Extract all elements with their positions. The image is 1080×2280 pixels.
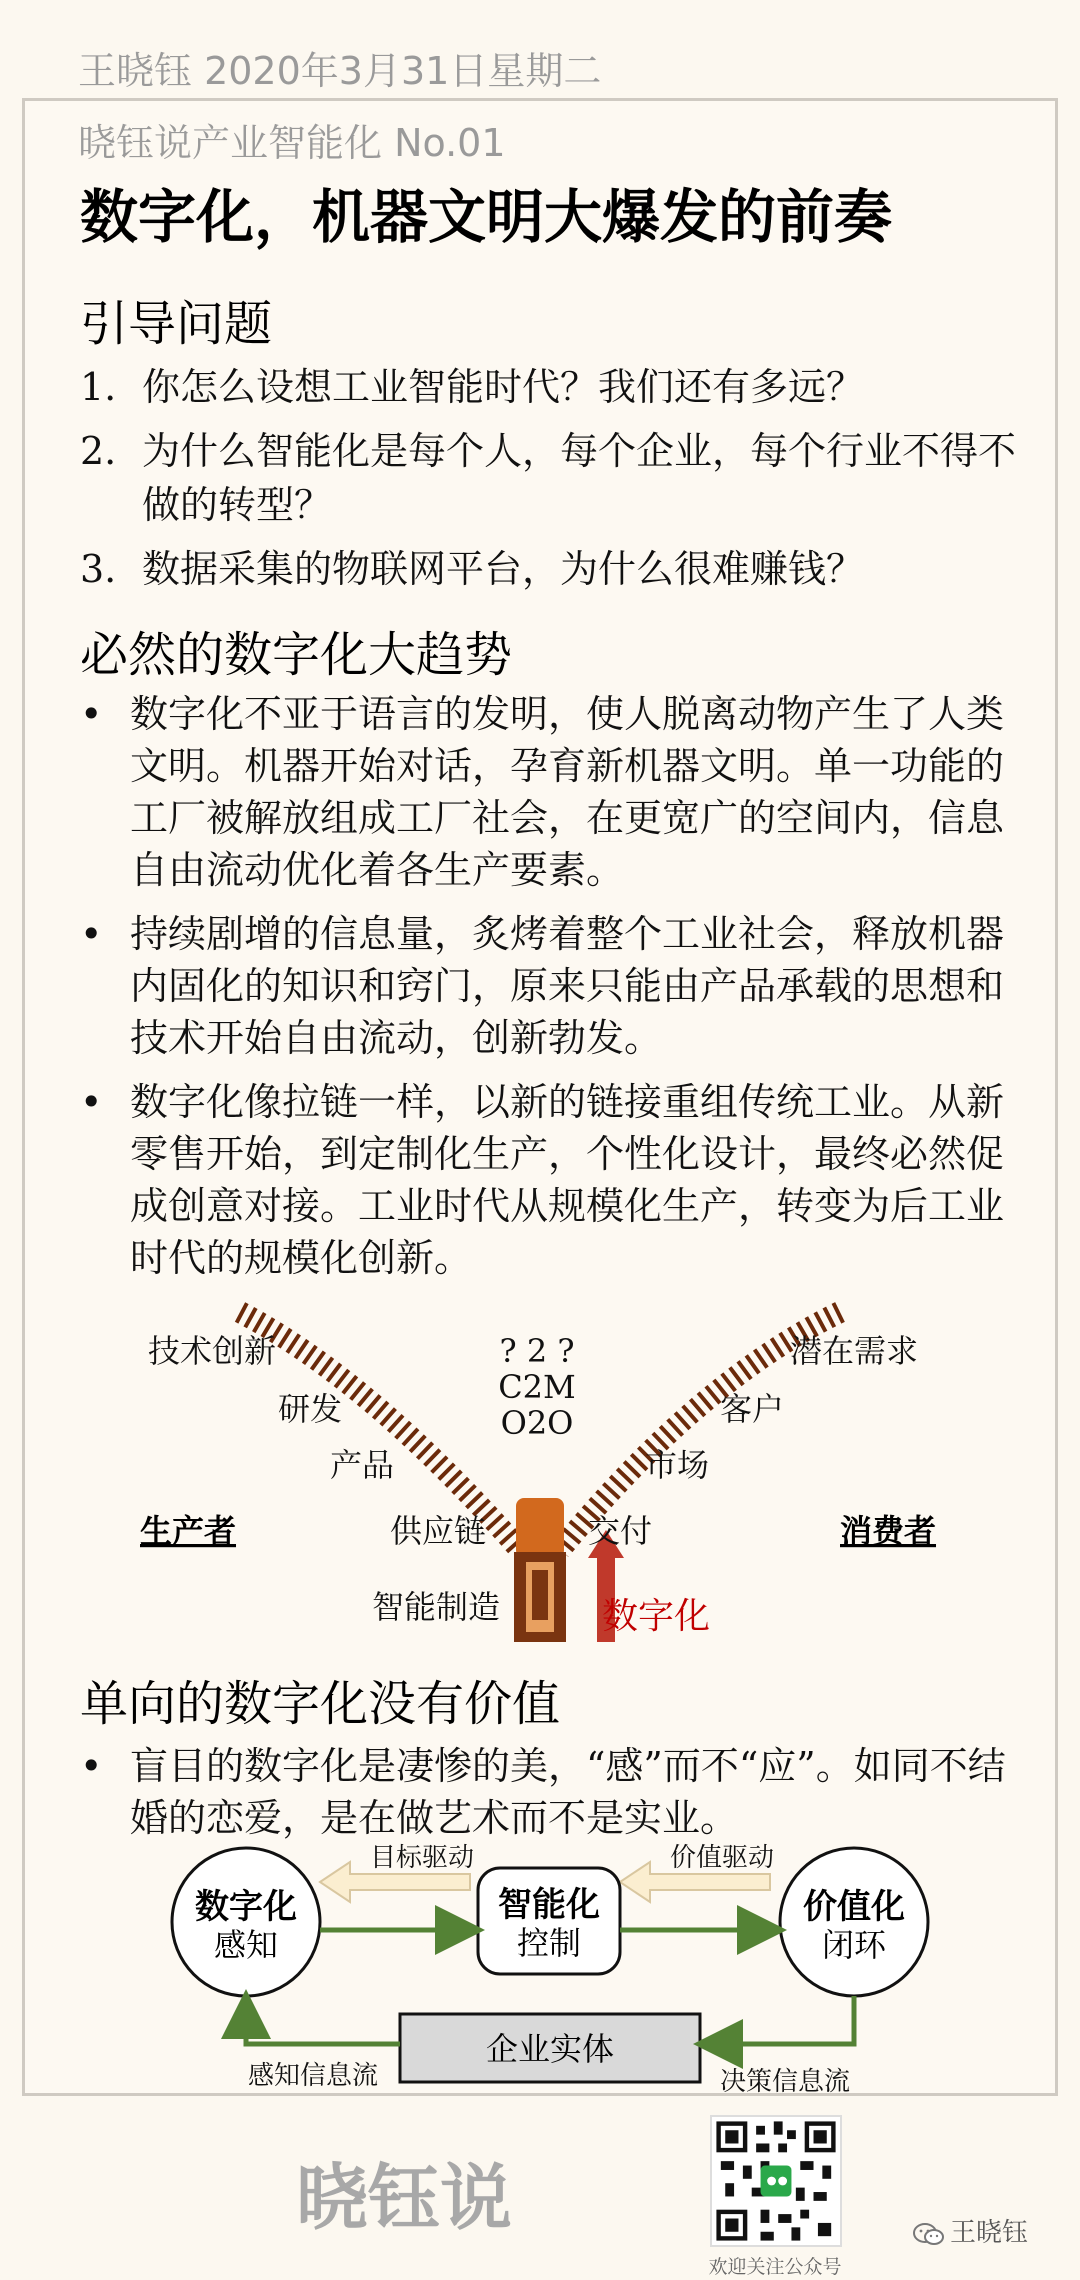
- zipper-center-label: C2M: [498, 1368, 576, 1406]
- zipper-left-label: 产品: [330, 1446, 395, 1484]
- decision-flow-arrow: [708, 1996, 854, 2044]
- list-number: 2.: [80, 429, 117, 473]
- value-node-title: 价值化: [803, 1887, 905, 1927]
- zipper-center-label: O2O: [500, 1404, 574, 1442]
- zipper-right-label: 潜在需求: [790, 1332, 919, 1370]
- trend-bullets: [80, 688, 1040, 1296]
- perception-flow-arrow: [246, 2004, 400, 2044]
- header-date: 王晓钰 2020年3月31日星期二: [78, 49, 602, 93]
- bullet-text: 盲目的数字化是凄惨的美，“感”而不“应”。如同不结婚的恋爱，是在做艺术而不是实业。: [130, 1744, 1006, 1840]
- bullet-text: 数字化不亚于语言的发明，使人脱离动物产生了人类文明。机器开始对话，孕育新机器文明。单一功能的工厂被解放组成工厂社会，在更宽广的空间内，信息自由流动优化着各生产要素。: [130, 692, 1005, 892]
- bullet-item: [80, 1740, 1040, 1844]
- zipper-right-label: 交付: [588, 1512, 653, 1550]
- list-text: 你怎么设想工业智能时代？我们还有多远？: [142, 365, 865, 409]
- zipper-right-label: 客户: [720, 1390, 785, 1428]
- questions-list: [80, 360, 1030, 606]
- perception-flow-label: 感知信息流: [248, 2061, 379, 2091]
- bullet-icon: •: [80, 1744, 103, 1788]
- digitalization-label: 数字化: [602, 1596, 711, 1637]
- bullet-icon: •: [80, 692, 103, 736]
- wechat-icon: [912, 2222, 946, 2246]
- value-node-sub: 闭环: [821, 1926, 887, 1964]
- series-label: 晓钰说产业智能化 No.01: [78, 121, 506, 165]
- qr-caption: 欢迎关注公众号: [708, 2256, 842, 2278]
- page-title: 数字化，机器文明大爆发的前奏: [80, 183, 893, 251]
- list-item: [80, 360, 1030, 414]
- list-item: [80, 542, 1030, 596]
- list-number: 1.: [80, 365, 117, 409]
- goal-drive-label: 目标驱动: [370, 1843, 475, 1873]
- enterprise-entity-label: 企业实体: [485, 2030, 615, 2068]
- bullet-text: 持续剧增的信息量，炙烤着整个工业社会，释放机器内固化的知识和窍门，原来只能由产品承载的思想和技术开始自由流动，创新勃发。: [130, 912, 1005, 1060]
- qr-code: [710, 2115, 842, 2247]
- list-item: [80, 424, 1030, 532]
- producer-label: 生产者: [140, 1512, 237, 1550]
- bullet-item: [80, 908, 1040, 1064]
- bullet-icon: •: [80, 912, 103, 956]
- list-number: 3.: [80, 547, 117, 591]
- zipper-left-label: 供应链: [390, 1512, 487, 1550]
- digitalization-node-sub: 感知: [213, 1926, 279, 1964]
- bullet-icon: •: [80, 1080, 103, 1124]
- brand-logo: 晓钰说: [296, 2156, 513, 2240]
- intelligence-node-sub: 控制: [516, 1924, 582, 1962]
- bullet-item: [80, 688, 1040, 896]
- value-heading: 单向的数字化没有价值: [80, 1676, 561, 1732]
- intelligence-node-title: 智能化: [498, 1885, 600, 1925]
- consumer-label: 消费者: [840, 1512, 937, 1550]
- zipper-left-label: 技术创新: [148, 1332, 277, 1370]
- decision-flow-label: 决策信息流: [720, 2067, 851, 2097]
- zipper-left-label: 研发: [278, 1390, 343, 1428]
- zipper-center-label: ? 2 ?: [499, 1332, 575, 1370]
- value-drive-label: 价值驱动: [670, 1843, 775, 1873]
- loop-diagram: [0, 1838, 1080, 2098]
- list-text: 数据采集的物联网平台，为什么很难赚钱？: [142, 547, 865, 591]
- smart-manufacturing-label: 智能制造: [372, 1588, 501, 1626]
- digitalization-node-title: 数字化: [195, 1887, 297, 1927]
- zipper-slider: [514, 1498, 566, 1642]
- zipper-diagram: [0, 1300, 1080, 1660]
- account-name: 王晓钰: [950, 2218, 1029, 2248]
- list-text: 为什么智能化是每个人，每个企业，每个行业不得不做的转型？: [142, 429, 1017, 527]
- bullet-item: [80, 1076, 1040, 1284]
- questions-heading: 引导问题: [80, 296, 273, 352]
- bullet-text: 数字化像拉链一样，以新的链接重组传统工业。从新零售开始，到定制化生产，个性化设计，最终必然促成创意对接。工业时代从规模化生产，转变为后工业时代的规模化创新。: [130, 1080, 1005, 1280]
- zipper-right-label: 市场: [645, 1446, 710, 1484]
- account-label: [912, 2212, 1028, 2249]
- trend-heading: 必然的数字化大趋势: [80, 627, 513, 683]
